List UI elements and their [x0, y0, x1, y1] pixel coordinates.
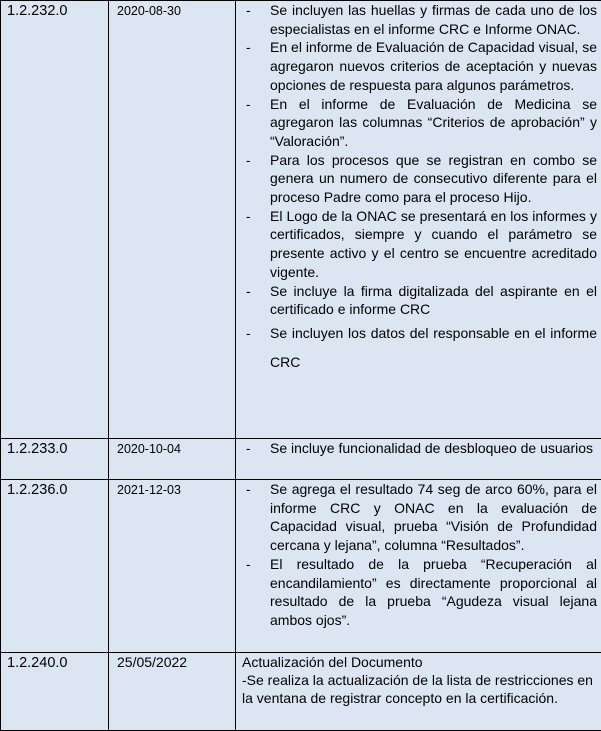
table-row [1, 1, 601, 439]
change-list [236, 1, 601, 377]
description-cell [236, 480, 601, 653]
version-number: 1.2.236.0 [1, 480, 108, 499]
table-row [1, 439, 601, 480]
list-item: - Se incluye funcionalidad de desbloqueo de usuarios [246, 439, 597, 458]
release-date: 2020-10-04 [109, 439, 235, 458]
list-item: - Se incluyen las huellas y firmas de cada uno de los especialistas en el informe CRC e Informe ONAC. [246, 1, 597, 38]
description-body: -Se realiza la actualización de la lista de restricciones en la ventana de registrar concepto en la certificación. [236, 671, 601, 707]
date-cell [109, 653, 236, 731]
change-list [236, 480, 601, 630]
list-item: - Para los procesos que se registran en combo se genera un numero de consecutivo diferente para el proceso Padre como para el proceso Hijo. [246, 151, 597, 207]
list-item: - Se agrega el resultado 74 seg de arco 60%, para el informe CRC y ONAC en la evaluación de Capacidad visual, prueba “Visión de Profundidad cercana y lejana”, columna “Resultados”. [246, 480, 597, 555]
list-item: - El Logo de la ONAC se presentará en los informes y certificados, siempre y cuando el parámetro se presente activo y el centro se encuentre acreditado vigente. [246, 207, 597, 282]
description-title: Actualización del Documento [236, 653, 601, 671]
list-item: - El resultado de la prueba “Recuperación al encandilamiento” es directamente proporcional al resultado de la prueba “Agudeza visual lejana ambos ojos”. [246, 555, 597, 630]
release-date: 2020-08-30 [109, 1, 235, 20]
table-row [1, 653, 601, 731]
version-cell [1, 653, 109, 731]
description-cell [236, 439, 601, 480]
list-item: - Se incluyen los datos del responsable en el informe CRC [246, 319, 597, 377]
description-cell [236, 653, 601, 731]
date-cell [109, 439, 236, 480]
date-cell [109, 1, 236, 439]
version-number: 1.2.233.0 [1, 439, 108, 458]
release-date: 25/05/2022 [109, 653, 235, 671]
date-cell [109, 480, 236, 653]
change-list [236, 439, 601, 458]
list-item: - Se incluye la firma digitalizada del aspirante en el certificado e informe CRC [246, 282, 597, 319]
version-cell [1, 439, 109, 480]
list-item: - En el informe de Evaluación de Capacidad visual, se agregaron nuevos criterios de aceptación y nuevas opciones de respuesta para algunos parámetros. [246, 38, 597, 94]
list-item: - En el informe de Evaluación de Medicina se agregaron las columnas “Criterios de aprobación” y “Valoración”. [246, 95, 597, 151]
version-number: 1.2.232.0 [1, 1, 108, 20]
version-number: 1.2.240.0 [1, 653, 108, 672]
release-date: 2021-12-03 [109, 480, 235, 499]
version-cell [1, 1, 109, 439]
description-cell [236, 1, 601, 439]
table-row [1, 480, 601, 653]
version-cell [1, 480, 109, 653]
